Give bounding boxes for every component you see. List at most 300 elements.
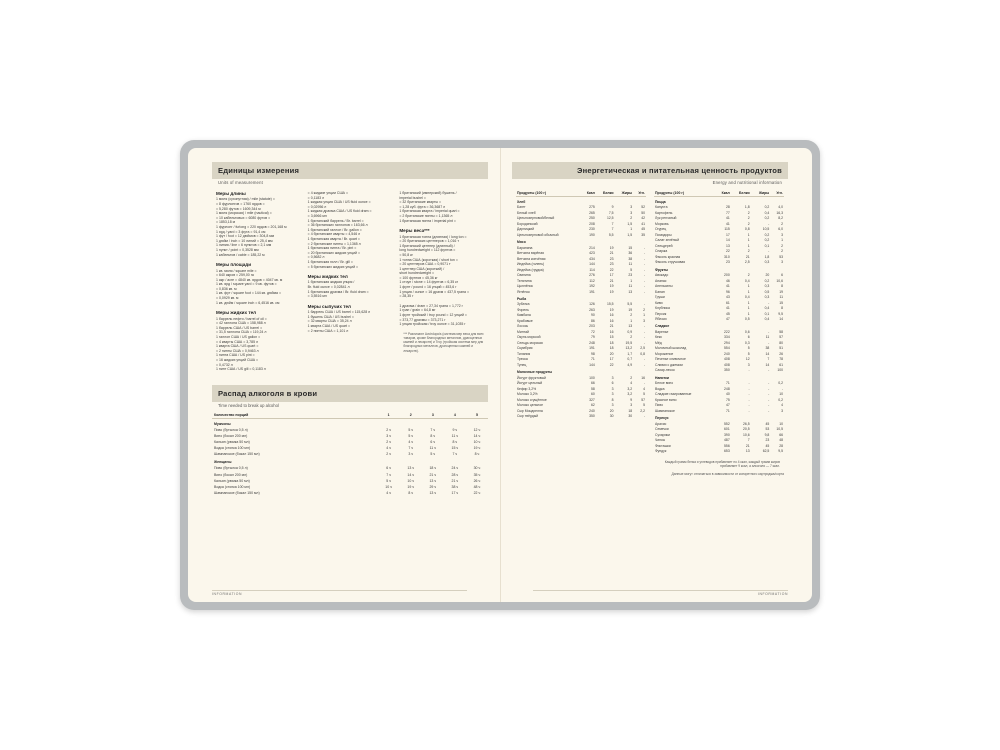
- cell: 1: [747, 300, 750, 305]
- unit-line: 1 баррель нефти / barrel of oil =: [216, 316, 267, 321]
- unit-line: 1 линия / line = 6 пунктов = 2,1 мм: [216, 243, 272, 248]
- cell: -: [643, 267, 645, 272]
- cell: 13 ч: [429, 490, 437, 495]
- cell: 2: [630, 335, 633, 340]
- row-label: Фундук: [655, 449, 667, 454]
- unit-line: 1 пинт США / US gill = 0,1183 л: [216, 367, 266, 372]
- cell: 0,4: [764, 317, 770, 322]
- unit-line: = 3,5516 мл: [307, 294, 327, 299]
- alcohol-table: [212, 412, 488, 496]
- table-row: [516, 414, 646, 420]
- cell: 42: [641, 216, 645, 221]
- unit-line: 1 тонна США (короткая) / short ton =: [399, 257, 458, 262]
- cell: 12: [745, 357, 750, 362]
- cell: -: [748, 392, 750, 397]
- col-4: 4: [444, 412, 466, 419]
- cell: -: [768, 249, 770, 254]
- row-label: Морковь: [655, 221, 669, 226]
- cell: 13: [745, 449, 750, 454]
- cell: 552: [724, 421, 730, 426]
- unit-line: = 2 британские пинты = 1,1365 л: [399, 213, 453, 218]
- unit-line: 1 кабельтов / cable = 185,22 м: [216, 252, 265, 257]
- row-label: Киви: [655, 300, 663, 305]
- row-label: Телятина: [517, 278, 532, 283]
- cell: 5: [643, 403, 645, 408]
- cell: 2,5: [640, 346, 645, 351]
- cell: 60: [591, 392, 595, 397]
- cell: 114: [589, 267, 595, 272]
- nutrition-title: Энергетическая и питательная ценность продуктов: [577, 166, 782, 175]
- row-label: Лук репчатый: [655, 216, 677, 221]
- cell: 19: [779, 289, 783, 294]
- col-kcal: Ккал: [581, 191, 596, 197]
- col-3: 3: [422, 412, 444, 419]
- units-column-1: [216, 191, 301, 377]
- cell: -: [643, 362, 645, 367]
- cell: 13: [628, 289, 633, 294]
- cell: 18 ч: [429, 466, 437, 471]
- row-label: Белое вино: [655, 381, 674, 386]
- row-label: Цыплёнок: [517, 284, 533, 289]
- cell: 72: [591, 329, 595, 334]
- cell: 7,5: [608, 210, 614, 215]
- cell: -: [643, 245, 645, 250]
- cell: 250: [589, 216, 595, 221]
- row-label: Банан: [655, 289, 665, 294]
- unit-group-title: Меры жидких тел: [307, 274, 348, 280]
- row-label: Молочный шоколад: [655, 346, 687, 351]
- cell: 8: [611, 397, 614, 402]
- cell: 294: [724, 340, 730, 345]
- unit-line: 1 кварта США / US quart =: [216, 344, 259, 349]
- row-label: Баранина: [517, 245, 533, 250]
- row-label: Красное вино: [655, 397, 677, 402]
- cell: 71: [725, 381, 730, 386]
- cell: 3: [611, 403, 614, 408]
- cell: 423: [589, 251, 595, 256]
- cell: 17: [609, 273, 614, 278]
- cell: 10 ч: [385, 484, 392, 489]
- footer-right: INFORMATION: [757, 592, 788, 596]
- cell: 17: [725, 232, 730, 237]
- row-label: Яблоки: [655, 317, 667, 322]
- unit-line: = 0,1183 л: [307, 195, 325, 200]
- cell: 14 ч: [473, 434, 481, 439]
- unit-line: 1 акр / acre = 4840 кв. ярдов = 4047 кв. м: [216, 277, 283, 282]
- cell: 191: [589, 289, 595, 294]
- cell: 214: [589, 245, 595, 250]
- cell: 20: [765, 273, 770, 278]
- cell: 1,5: [627, 221, 633, 226]
- unit-line: 1 британская жидкая унция /: [307, 280, 355, 285]
- cell: 2: [643, 307, 645, 312]
- cell: 41: [725, 306, 730, 311]
- cell: -: [768, 386, 770, 391]
- row-label: Шампанское (бокал 150 мл): [214, 490, 260, 495]
- cell: -: [643, 329, 645, 334]
- unit-line: 1 британский галлон / Br. gallon =: [307, 227, 362, 232]
- row-label: Сахар-песок: [655, 368, 675, 373]
- cell: -: [643, 302, 645, 307]
- cell: 38 ч: [451, 484, 459, 489]
- cell: -: [643, 414, 645, 419]
- cell: 2: [747, 249, 750, 254]
- cell: 21: [745, 443, 750, 448]
- cell: 554: [724, 346, 730, 351]
- cell: 10,6: [776, 278, 783, 283]
- cell: 3: [611, 392, 614, 397]
- cell: 10: [779, 421, 783, 426]
- cell: 23: [628, 273, 633, 278]
- cell: 1: [747, 238, 750, 243]
- unit-line: = 100 фунтов = 45,36 кг: [399, 275, 438, 280]
- units-footnote: *** Различают Avoirdupois (система мер веса для всех товаров, кроме благородных металлов, драгоценных камней и лекарств) и Troy (тройская система мер для благородных металлов, драгоценных камней и лекарств).: [403, 331, 484, 353]
- cell: 18: [609, 346, 614, 351]
- unit-line: = 28,35 г: [399, 294, 414, 299]
- row-label: Пиво: [655, 403, 663, 408]
- row-label: Чипсы: [655, 438, 666, 443]
- nutrition-columns: [512, 191, 788, 468]
- row-label: Мёд: [655, 340, 662, 345]
- row-label: Апельсины: [655, 284, 673, 289]
- cell: 1: [747, 232, 750, 237]
- cell: 41: [641, 221, 645, 226]
- col-protein: Белки: [731, 191, 751, 197]
- cell: -: [781, 386, 783, 391]
- cell: 10 ч: [407, 478, 415, 483]
- unit-line: = 5,280 футов = 1609,344 м: [216, 206, 261, 211]
- cell: 276: [589, 273, 595, 278]
- nutrition-note-2: Данные могут отличаться в зависимости от конкретного картриджа/сорта: [671, 472, 784, 477]
- row-label: Минтай: [517, 329, 529, 334]
- category-label: Перекус: [655, 416, 669, 421]
- cell: 240: [724, 351, 730, 356]
- row-label: Вино (бокал 200 мл): [214, 434, 248, 439]
- cell: 45: [641, 227, 645, 232]
- unit-group: [308, 191, 393, 269]
- row-label: Груши: [655, 295, 665, 300]
- unit-line: 1 драхма / dram = 27,34 грана = 1,772 г: [399, 303, 463, 308]
- category-label: Рыба: [517, 296, 527, 301]
- cell: -: [768, 340, 770, 345]
- unit-group-title: Меры веса***: [399, 228, 430, 234]
- unit-group-title: Меры сыпучих тел: [307, 303, 351, 309]
- cell: 96: [725, 289, 730, 294]
- cell: 11: [765, 335, 770, 340]
- cell: 66: [779, 432, 783, 437]
- cell: 13 ч: [429, 478, 437, 483]
- cell: 4 ч: [386, 446, 392, 451]
- table-category-row: [654, 373, 784, 380]
- cell: 48: [779, 438, 783, 443]
- cell: 0,8: [744, 227, 750, 232]
- cell: 8: [781, 284, 783, 289]
- cell: 11: [628, 284, 633, 289]
- cell: 11: [628, 262, 633, 267]
- row-label: Водка (стопка 100 мл): [214, 446, 251, 451]
- cell: 3: [630, 210, 633, 215]
- cell: -: [643, 335, 645, 340]
- cell: 53: [779, 254, 783, 259]
- cell: 13: [725, 243, 730, 248]
- cell: 19 ч: [473, 446, 481, 451]
- unit-line: = 0,836 кв. м: [216, 286, 237, 291]
- row-label: Цельнозерновой обычный: [517, 232, 559, 237]
- row-label: Спаржа: [655, 249, 668, 254]
- row-label: Сухарики: [655, 432, 670, 437]
- cell: 10,6: [743, 432, 750, 437]
- col-carb: Угл.: [770, 191, 784, 197]
- cell: 2: [630, 216, 633, 221]
- row-label: Ягнёнок: [517, 289, 530, 294]
- row-label: Тунец: [517, 362, 527, 367]
- right-page: [500, 148, 812, 602]
- unit-group: [399, 304, 484, 327]
- row-label: Форель: [517, 307, 529, 312]
- cell: 41: [725, 216, 730, 221]
- nutrition-header-band: [512, 162, 788, 179]
- row-label: Салат зелёный: [655, 238, 680, 243]
- nutrition-column-left: [516, 191, 646, 468]
- cell: 13,2: [625, 346, 633, 351]
- cell: 3 ч: [386, 434, 392, 439]
- cell: 30: [609, 414, 614, 419]
- row-label: Сладкие газированные: [655, 392, 692, 397]
- row-label: Белый хлеб: [517, 210, 536, 215]
- cell: 58: [779, 329, 783, 334]
- cell: 1: [747, 311, 750, 316]
- cell: 7: [611, 227, 614, 232]
- category-label: Хлеб: [517, 199, 526, 204]
- footer-rule-right: [533, 590, 788, 591]
- cell: 2,5: [744, 260, 750, 265]
- units-columns: [212, 191, 488, 377]
- unit-line: 1 британская пинта / Br. pint =: [307, 246, 357, 251]
- cell: 22 ч: [473, 490, 481, 495]
- row-label: Индейка (голень): [517, 262, 545, 267]
- unit-line: = 4 кварты США = 3,785 л: [216, 339, 259, 344]
- unit-line: 1 кварта США / US quart =: [307, 324, 351, 329]
- cell: 9,5: [778, 449, 783, 454]
- unit-line: 1 британская пинта / imperial pint =: [399, 218, 456, 223]
- cell: 203: [589, 324, 595, 329]
- cell: 57: [641, 397, 645, 402]
- cell: -: [768, 408, 770, 413]
- row-label: Фисташки: [655, 443, 671, 448]
- cell: 2 ч: [386, 440, 392, 445]
- cell: 0,4: [744, 278, 750, 283]
- cell: 15: [779, 300, 783, 305]
- cell: 10 ч: [473, 440, 481, 445]
- row-label: Свинина: [517, 273, 531, 278]
- unit-line: = 0,0929 кв. м: [216, 296, 239, 301]
- cell: 3: [611, 375, 614, 380]
- cell: 144: [589, 262, 595, 267]
- cell: -: [768, 368, 770, 373]
- cell: 144: [589, 362, 595, 367]
- col-protein: Белки: [596, 191, 615, 197]
- category-label: Напитки: [655, 375, 669, 380]
- cell: 0,2: [778, 381, 783, 386]
- row-label: Фасоль стручковая: [655, 260, 686, 265]
- row-label: Ветчина копчёная: [517, 256, 546, 261]
- cell: 41: [725, 284, 730, 289]
- cell: 38: [765, 346, 770, 351]
- col-carb: Угл.: [633, 191, 646, 197]
- unit-line: 1 бушель США / US bushel =: [307, 314, 354, 319]
- cell: 24 ч: [451, 466, 459, 471]
- unit-line: 1 британская гилл / Br. gill =: [307, 259, 353, 264]
- table-header-row: [212, 412, 488, 419]
- cell: 3: [781, 232, 783, 237]
- cell: 408: [724, 357, 730, 362]
- row-label: Молоко 3,2%: [517, 392, 538, 397]
- cell: 16,3: [776, 210, 783, 215]
- row-label: Ветчина варёная: [517, 251, 544, 256]
- unit-group: [399, 191, 484, 223]
- col-portions: Количество порций: [212, 412, 378, 419]
- unit-line: = 373,77 драхмы = 373,271 г: [399, 317, 446, 322]
- section-label: Мужчины: [214, 421, 231, 426]
- unit-line: 1 фурлонг / furlong = 220 ярдов = 201,168 м: [216, 224, 287, 229]
- cell: 0,5: [764, 289, 770, 294]
- cell: 1: [747, 243, 750, 248]
- cell: 80: [779, 340, 783, 345]
- row-label: Бородинский: [517, 221, 538, 226]
- cell: 16: [641, 375, 645, 380]
- cell: 8 ч: [452, 440, 458, 445]
- cell: 190: [589, 232, 595, 237]
- cell: 18: [628, 408, 633, 413]
- cell: 28: [725, 205, 730, 210]
- cell: 23: [609, 256, 614, 261]
- cell: 4: [630, 381, 633, 386]
- cell: 71: [591, 357, 595, 362]
- unit-line: = 31,5 галлона США = 119,24 л: [216, 330, 267, 335]
- cell: -: [768, 403, 770, 408]
- cell: 1,5: [627, 232, 633, 237]
- table-category-row: [516, 238, 646, 245]
- nutrition-table-right: [654, 191, 784, 454]
- unit-line: 1 баррель США / US barrel = 115,628 л: [307, 310, 371, 315]
- unit-line: 1 баррель США / US barrel =: [216, 325, 263, 330]
- cell: 23: [765, 438, 770, 443]
- alcohol-title: Распад алкоголя в крови: [218, 388, 318, 398]
- cell: 21 ч: [429, 472, 437, 477]
- unit-line: 1 жидкая драхма США / US fluid dram =: [307, 209, 372, 214]
- cell: 26 ч: [473, 478, 481, 483]
- cell: 29 ч: [429, 484, 437, 489]
- row-label: Окунь морской: [517, 335, 541, 340]
- unit-line: 1 фунт / pound = 16 унций = 453,6 г: [399, 285, 457, 290]
- cell: 21: [609, 251, 614, 256]
- unit-line: = 36 британских галлонов = 163,66 л: [307, 223, 368, 228]
- nutrition-left-body: [516, 197, 646, 419]
- col-product: Продукты (100 г): [654, 191, 715, 197]
- row-label: Мороженое: [655, 351, 674, 356]
- cell: 1: [630, 318, 633, 323]
- cell: 310: [724, 254, 730, 259]
- cell: -: [643, 340, 645, 345]
- cell: 12 ч: [473, 427, 481, 432]
- cell: 0,5: [744, 317, 750, 322]
- cell: 22: [609, 267, 614, 272]
- nutrition-right-body: [654, 197, 784, 454]
- cell: -: [643, 289, 645, 294]
- cell: 0,3: [764, 284, 770, 289]
- cell: 3,2: [627, 392, 633, 397]
- cell: 5 ч: [408, 434, 414, 439]
- cell: 7: [611, 221, 614, 226]
- unit-line: = 20 британских центнеров = 1,016 т: [399, 239, 459, 244]
- nutrition-column-right: [654, 191, 784, 468]
- cell: 21 ч: [451, 478, 459, 483]
- cell: 15,5: [606, 302, 614, 307]
- footer-left: INFORMATION: [212, 592, 243, 596]
- unit-line: = 2 пинты США = 0,9463 л: [216, 348, 259, 353]
- table-category-row: [516, 368, 646, 375]
- row-label: Сыр твёрдый: [517, 414, 539, 419]
- cell: 16: [609, 318, 614, 323]
- row-label: Кальян (рюмка 50 мл): [214, 440, 250, 445]
- cell: 653: [724, 449, 730, 454]
- cell: 434: [589, 256, 595, 261]
- nutrition-subtitle: Energy and nutritional information: [712, 180, 782, 185]
- cell: 20,5: [743, 427, 750, 432]
- cell: 36: [628, 251, 633, 256]
- unit-line: = 0,5682 л: [307, 255, 325, 260]
- cell: 2: [747, 216, 750, 221]
- cell: -: [768, 381, 770, 386]
- cell: 3: [611, 386, 614, 391]
- unit-line: 1 центнер США (короткий) /: [399, 266, 445, 271]
- cell: 43: [725, 295, 730, 300]
- cell: 0,4: [764, 210, 770, 215]
- cell: 40: [725, 392, 730, 397]
- cell: 30 ч: [473, 466, 481, 471]
- table-category-row: [654, 265, 784, 272]
- cell: 222: [724, 329, 730, 334]
- cell: 5: [630, 267, 633, 272]
- cell: 601: [724, 427, 730, 432]
- col-fat: Жиры: [615, 191, 634, 197]
- row-label: Шампанское: [655, 408, 675, 413]
- cell: 192: [589, 284, 595, 289]
- table-row: [654, 448, 784, 454]
- cell: 19 ч: [407, 484, 415, 489]
- row-label: Вино (бокал 200 мл): [214, 472, 248, 477]
- table-section-row: [212, 457, 488, 465]
- cell: 248: [589, 340, 595, 345]
- row-label: Цельнозерновой/белый: [517, 216, 555, 221]
- cell: 38: [628, 256, 633, 261]
- cell: 230: [589, 227, 595, 232]
- cell: 66: [591, 381, 595, 386]
- cell: 1: [747, 284, 750, 289]
- row-label: Персик: [655, 311, 667, 316]
- row-label: Водка: [655, 386, 665, 391]
- row-label: Помидоры: [655, 232, 672, 237]
- cell: 61: [725, 300, 730, 305]
- category-label: Сладкое: [655, 324, 670, 329]
- row-label: Камбала: [517, 313, 531, 318]
- unit-line: 1 жидкая унция США / US fluid ounce =: [307, 200, 371, 205]
- cell: 5: [747, 346, 750, 351]
- unit-line: 1 дюйм / inch = 10 линий = 25,4 мм: [216, 238, 273, 243]
- cell: 62: [591, 403, 595, 408]
- unit-group: [216, 262, 301, 305]
- cell: 0,8: [640, 351, 645, 356]
